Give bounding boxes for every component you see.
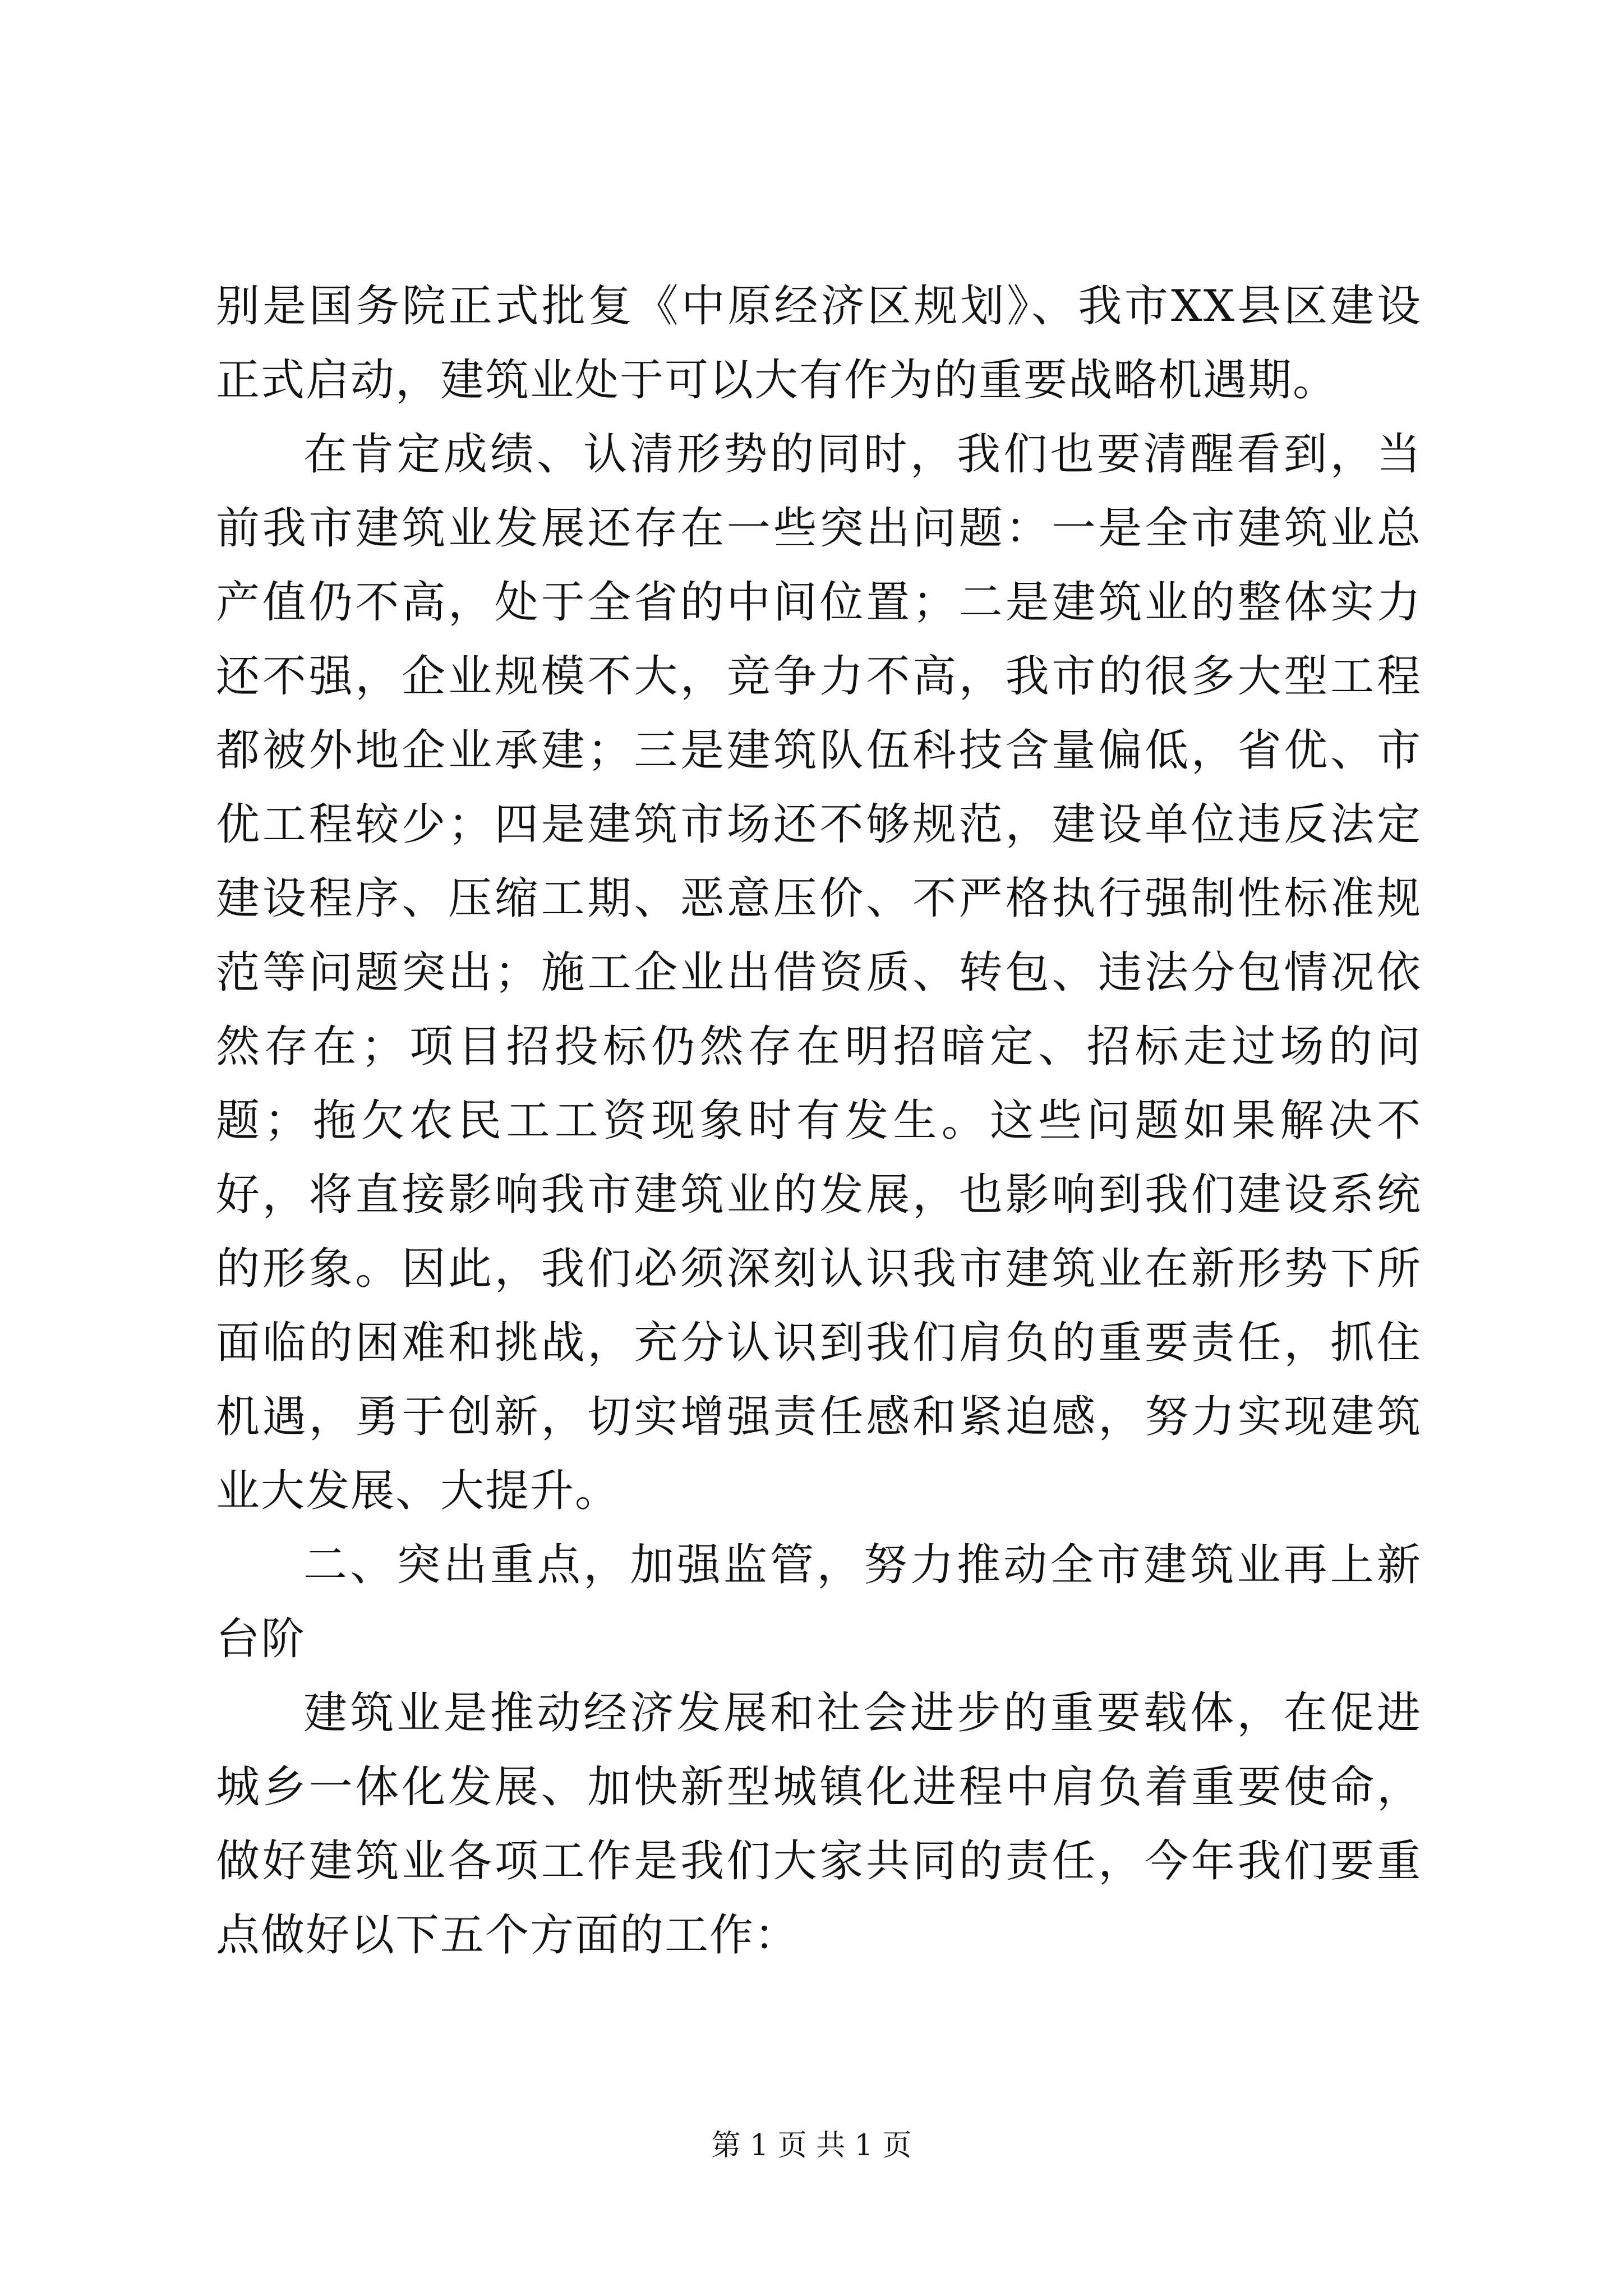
paragraph-1: 别是国务院正式批复《中原经济区规划》、我市XX县区建设正式启动，建筑业处于可以大有作为的重要战略机遇期。 (216, 281, 1422, 406)
document-body (216, 269, 1422, 1972)
page-footer: 第 1 页 共 1 页 (711, 2129, 912, 2162)
paragraph-2: 在肯定成绩、认清形势的同时，我们也要清醒看到，当前我市建筑业发展还存在一些突出问题：一是全市建筑业总产值仍不高，处于全省的中间位置；二是建筑业的整体实力还不强，企业规模不大，竞争力不高，我市的很多大型工程都被外地企业承建；三是建筑队伍科技含量偏低，省优、市优工程较少；四是建筑市场还不够规范，建设单位违反法定建设程序、压缩工期、恶意压价、不严格执行强制性标准规范等问题突出；施工企业出借资质、转包、违法分包情况依然存在；项目招投标仍然存在明招暗定、招标走过场的问题；拖欠农民工工资现象时有发生。这些问题如果解决不好，将直接影响我市建筑业的发展，也影响到我们建设系统的形象。因此，我们必须深刻认识我市建筑业在新形势下所面临的困难和挑战，充分认识到我们肩负的重要责任，抓住机遇，勇于创新，切实增强责任感和紧迫感，努力实现建筑业大发展、大提升。 (216, 429, 1422, 1516)
section-heading: 二、突出重点，加强监管，努力推动全市建筑业再上新台阶 (216, 1540, 1422, 1664)
paragraph-3: 建筑业是推动经济发展和社会进步的重要载体，在促进城乡一体化发展、加快新型城镇化进程中肩负着重要使命，做好建筑业各项工作是我们大家共同的责任，今年我们要重点做好以下五个方面的工作： (216, 1688, 1422, 1961)
